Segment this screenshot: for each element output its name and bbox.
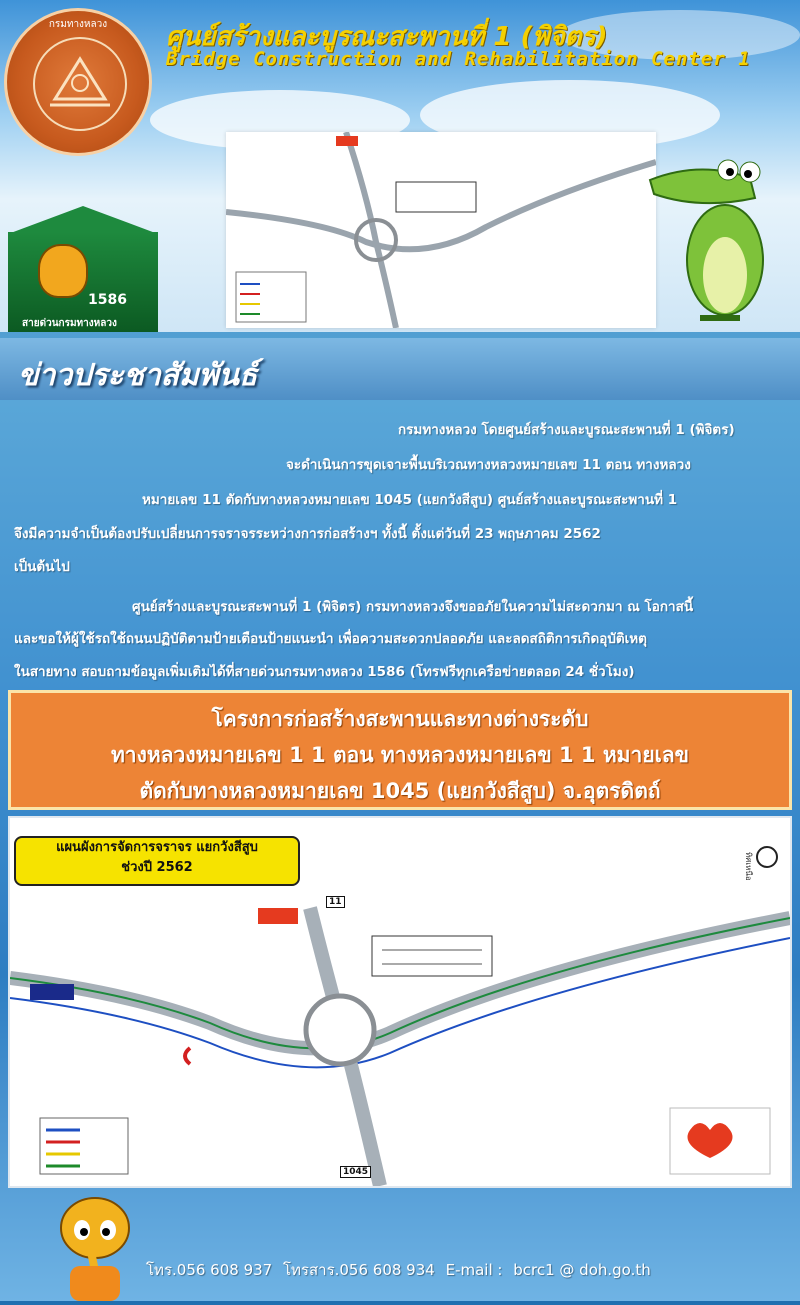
traffic-plan-title: แผนผังการจัดการจราจร แยกวังสีสูบ	[56, 840, 258, 855]
news-line: จึงมีความจำเป็นต้องปรับเปลี่ยนการจราจรระหว่างการก่อสร้างฯ ทั้งนี้ ตั้งแต่วันที่ 23 พฤษภาคม 2562	[14, 526, 601, 542]
north-label: ทิศเหนือ	[744, 852, 753, 881]
logo-ring-text: กรมทางหลวง	[48, 19, 108, 30]
news-line: กรมทางหลวง โดยศูนย์สร้างและบูรณะสะพานที่ 1 (พิจิตร)	[398, 422, 735, 438]
hotline-caption: สายด่วนกรมทางหลวง	[22, 318, 117, 329]
news-line: จะดำเนินการขุดเจาะพื้นบริเวณทางหลวงหมายเลข 11 ตอน ทางหลวง	[286, 457, 691, 473]
news-line: ศูนย์สร้างและบูรณะสะพานที่ 1 (พิจิตร) กรมทางหลวงจึงขออภัยในความไม่สะดวกมา ณ โอกาสนี้	[132, 599, 694, 615]
hotline-roof	[8, 206, 158, 234]
contact-phone: โทร.056 608 937	[146, 1261, 273, 1279]
header-traffic-map-thumbnail	[226, 132, 656, 328]
traffic-plan-label	[14, 836, 300, 886]
center-title-english: Bridge Construction and Rehabilitation Center 1	[166, 48, 751, 70]
news-banner-title: ข่าวประชาสัมพันธ์	[18, 358, 258, 393]
news-line: เป็นต้นไป	[14, 559, 70, 575]
footer-mascot-icon	[40, 1188, 150, 1301]
north-arrow-icon	[756, 846, 778, 868]
project-title-box	[8, 690, 792, 810]
traffic-plan-period: ช่วงปี 2562	[121, 860, 193, 875]
route-marker-1045: 1045	[340, 1166, 371, 1178]
center-title-thai: ศูนย์สร้างและบูรณะสะพานที่ 1 (พิจิตร)	[166, 22, 608, 52]
department-logo	[4, 8, 152, 156]
hotline-number: 1586	[88, 292, 127, 308]
logo-emblem-icon	[33, 37, 127, 131]
news-line: หมายเลข 11 ตัดกับทางหลวงหมายเลข 1045 (แยกวังสีสูบ) ศูนย์สร้างและบูรณะสะพานที่ 1	[142, 492, 678, 508]
contact-info	[146, 1258, 657, 1282]
route-marker-11: 11	[326, 896, 345, 908]
crocodile-mascot-icon	[640, 150, 790, 325]
project-title-line: โครงการก่อสร้างสะพานและทางต่างระดับ	[211, 707, 589, 731]
project-title-line: ทางหลวงหมายเลข 1 1 ตอน ทางหลวงหมายเลข 1 1 หมายเลข	[110, 743, 690, 767]
news-line: ในสายทาง สอบถามข้อมูลเพิ่มเติมได้ที่สายด่วนกรมทางหลวง 1586 (โทรฟรีทุกเครือข่ายตลอด 24 ชั่วโมง)	[14, 664, 635, 680]
project-title-line: ตัดกับทางหลวงหมายเลข 1045 (แยกวังสีสูบ) จ.อุตรดิตถ์	[139, 779, 661, 803]
mascot-icon	[38, 244, 88, 298]
contact-fax: โทรสาร.056 608 934	[282, 1261, 435, 1279]
contact-email-label: E-mail :	[445, 1261, 503, 1279]
news-line: และขอให้ผู้ใช้รถใช้ถนนปฏิบัติตามป้ายเตือนป้ายแนะนำ เพื่อความสะดวกปลอดภัย และลดสถิติการเกิดอุบัติเหตุ	[14, 631, 647, 647]
contact-email[interactable]: bcrc1 @ doh.go.th	[513, 1261, 651, 1279]
